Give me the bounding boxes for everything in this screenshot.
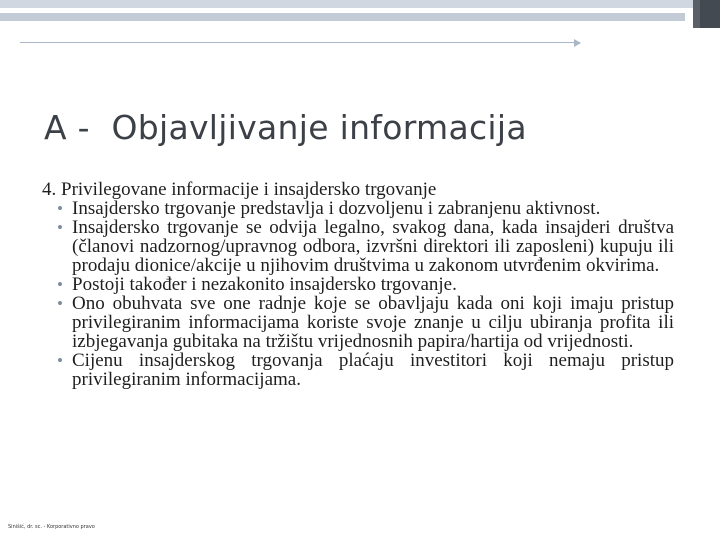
bullet-icon: • [57,275,63,294]
bullet-item [42,294,674,351]
bullet-text: Cijenu insajderskog trgovanja plaćaju investitori koji nemaju pristup privilegiranim informacijama. [72,350,674,390]
bullet-item [42,351,674,389]
bullet-icon: • [57,199,63,218]
title-rule [20,42,580,43]
top-decor-strip [0,13,685,21]
bullet-text: Insajdersko trgovanje predstavlja i dozvoljenu i zabranjenu aktivnost. [72,198,601,219]
corner-decor-inner [700,0,720,28]
bullet-item [42,275,674,294]
slide-title: A - Objavljivanje informacija [44,108,527,147]
bullet-icon: • [57,351,63,370]
bullet-text: Ono obuhvata sve one radnje koje se obavljaju kada oni koji imaju pristup privilegiranim informacijama koriste svoje znanje u cilju ubiranja profita ili izbjegavanja gubitaka na tržištu vrijednosnih papira/hartija od vrijednosti. [72,293,674,352]
section-heading: 4. Privilegovane informacije i insajdersko trgovanje [42,179,437,200]
rule-marker [574,39,581,47]
footer-text: Sinišić, dr. sc. - Korporativno pravo [8,524,95,530]
bullet-list [42,199,674,389]
bullet-text: Insajdersko trgovanje se odvija legalno, svakog dana, kada insajderi društva (članovi nadzornog/upravnog odbora, izvršni direktori ili zaposleni) kupuju ili prodaju dionice/akcije u njihovim društvima u zakonom utvrđenim okvirima. [72,217,674,276]
bullet-item [42,218,674,275]
top-decor-band [0,0,693,8]
bullet-item [42,199,674,218]
bullet-text: Postoji također i nezakonito insajdersko trgovanje. [72,274,457,295]
bullet-icon: • [57,294,63,313]
bullet-icon: • [57,218,63,237]
slide-body [42,180,674,389]
